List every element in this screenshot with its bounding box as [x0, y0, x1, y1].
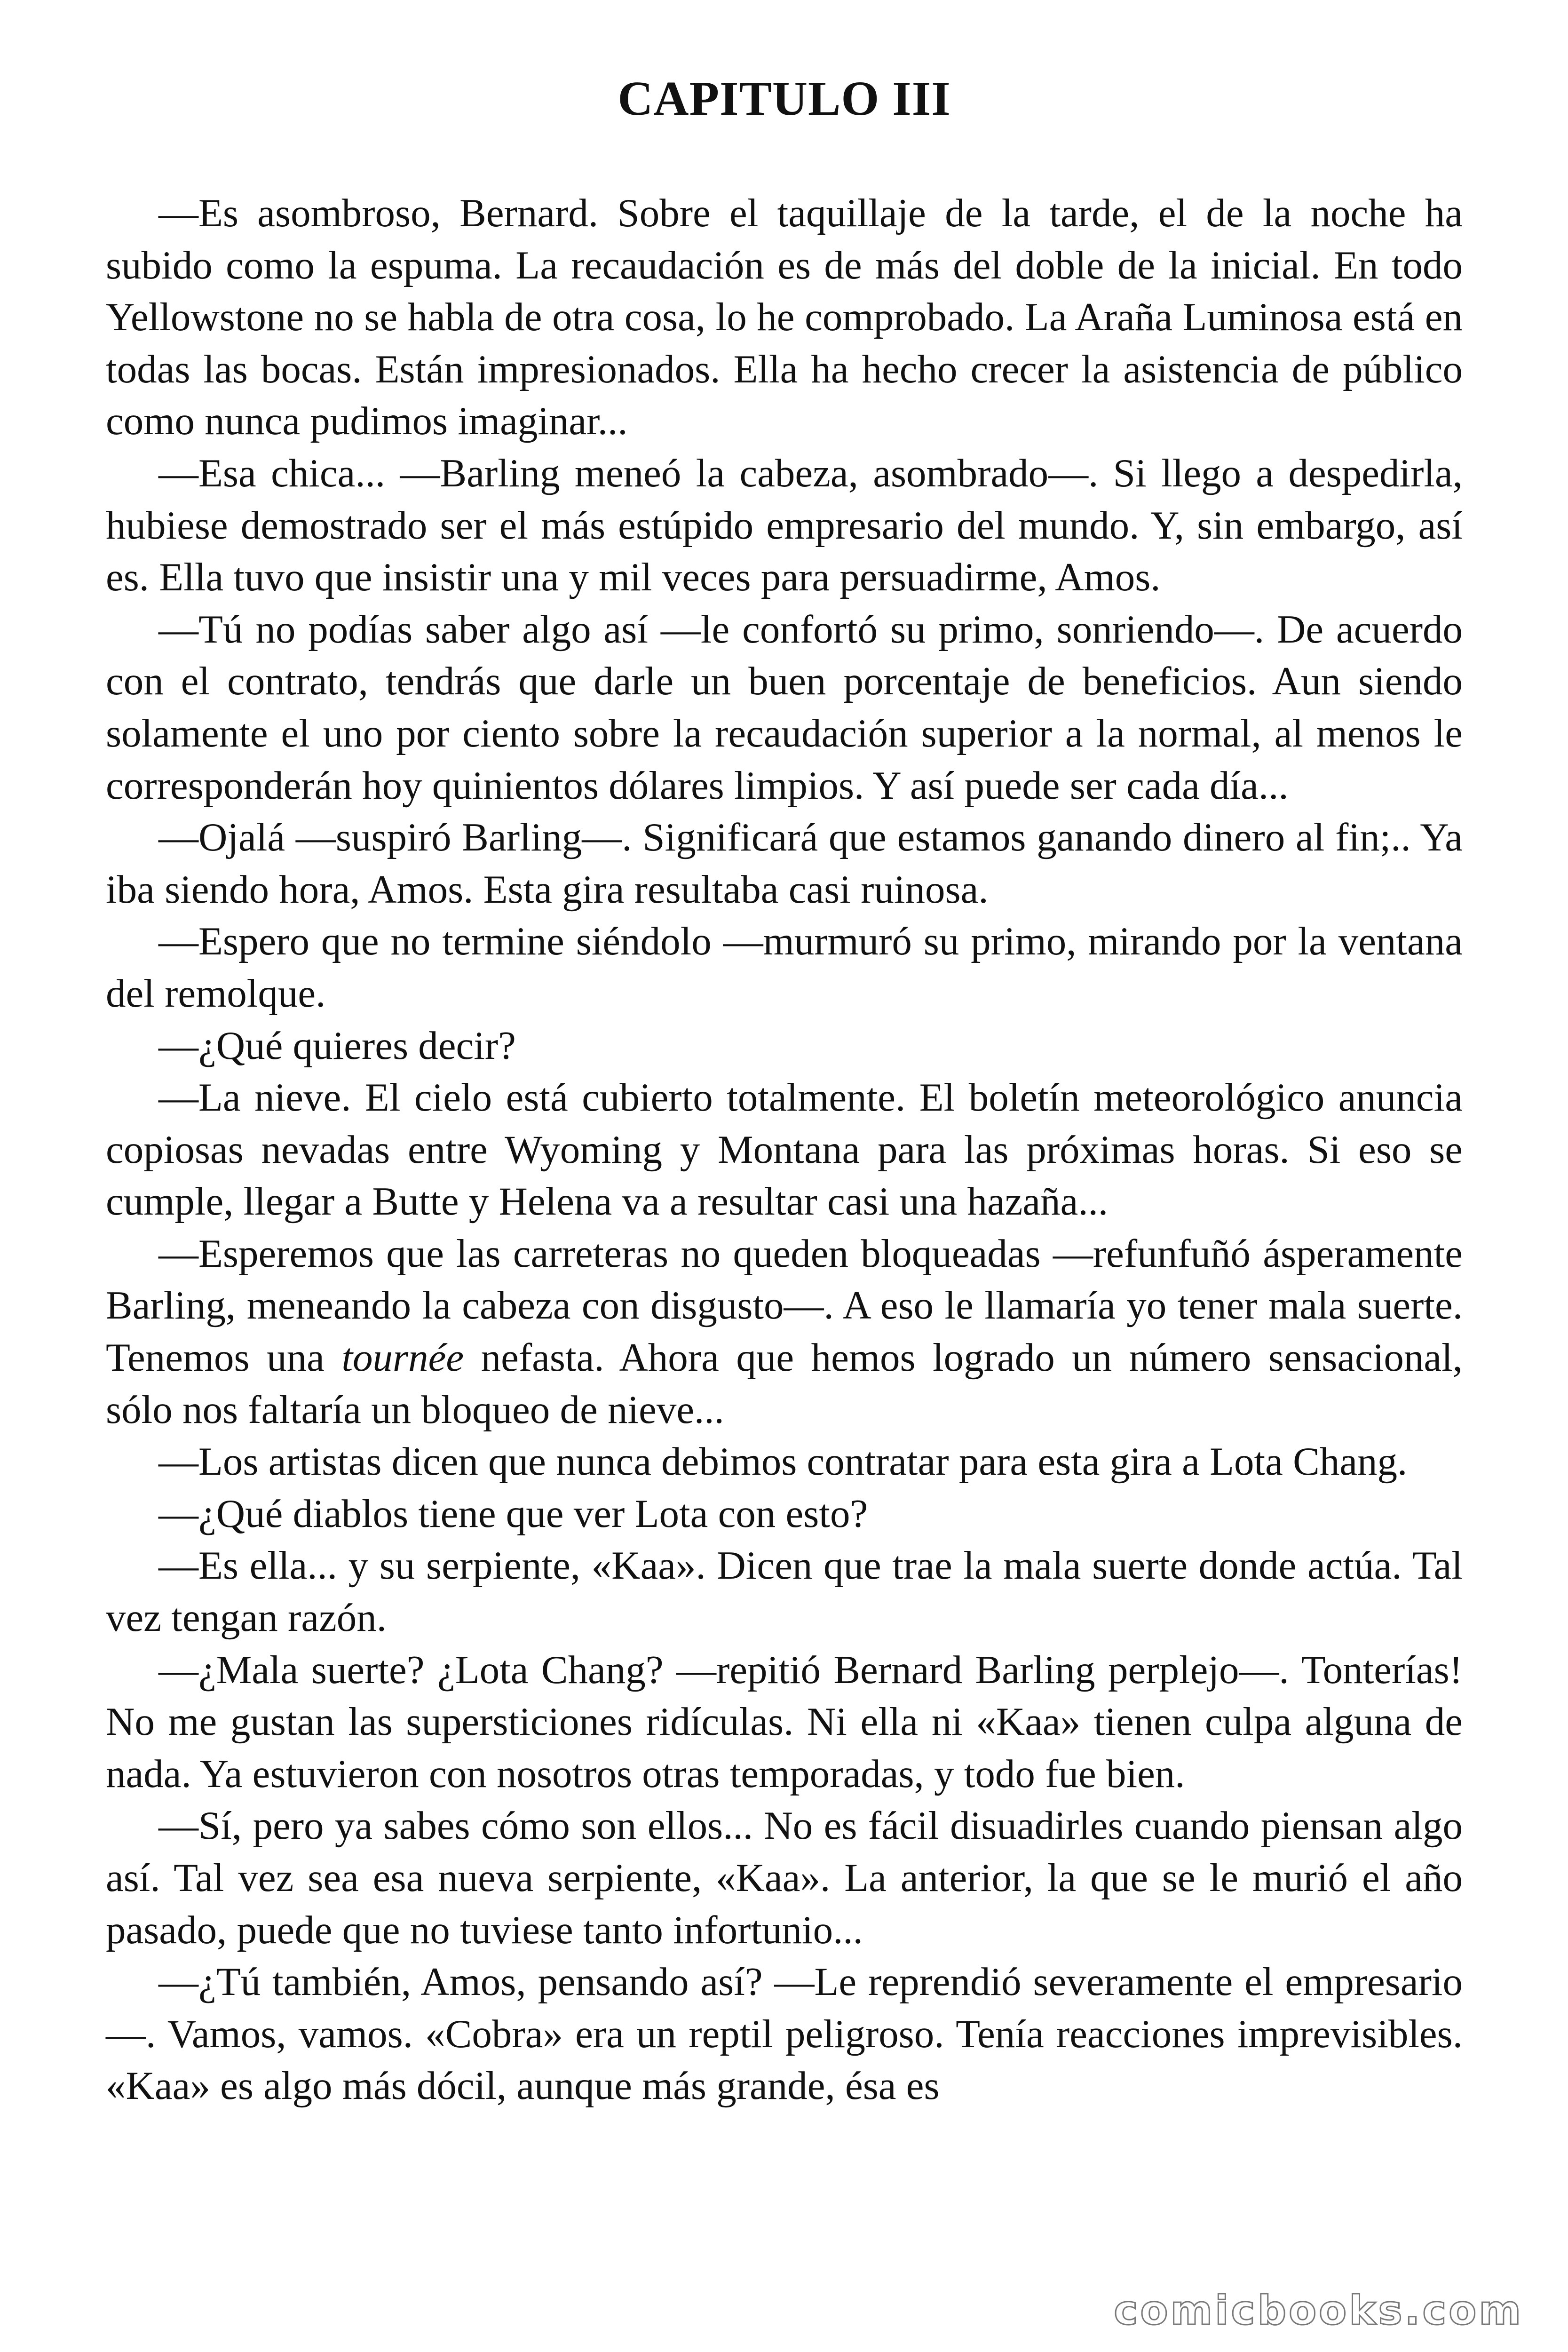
paragraph: —Ojalá —suspiró Barling—. Significará que estamos ganando dinero al fin;.. Ya iba siendo hora, Amos. Esta gira resultaba casi ruinosa. [106, 815, 1463, 912]
paragraph: —Espero que no termine siéndolo —murmuró su primo, mirando por la ventana del remolque. [106, 919, 1463, 1016]
paragraph: —Es ella... y su serpiente, «Kaa». Dicen que trae la mala suerte donde actúa. Tal vez tengan razón. [106, 1543, 1463, 1640]
paragraph-with-italic [106, 1228, 1463, 1436]
paragraph: —¿Qué quieres decir? [158, 1023, 516, 1068]
paragraph: —¿Tú también, Amos, pensando así? —Le reprendió severamente el empresario—. Vamos, vamos. «Cobra» era un reptil peligroso. Tenía reacciones imprevisibles. «Kaa» es algo más dócil, aunque más grande, ésa es [106, 1960, 1463, 2108]
chapter-title: CAPITULO III [618, 72, 951, 126]
paragraph: —Esa chica... —Barling meneó la cabeza, asombrado—. Si llego a despedirla, hubiese demostrado ser el más estúpido empresario del mundo. Y, sin embargo, así es. Ella tuvo que insistir una y mil veces para persuadirme, Amos. [106, 451, 1463, 600]
paragraph: —Sí, pero ya sabes cómo son ellos... No es fácil disuadirles cuando piensan algo así. Tal vez sea esa nueva serpiente, «Kaa». La anterior, la que se le murió el año pasado, puede que no tuviese tanto infortunio... [106, 1804, 1463, 1952]
paragraph-text: —Esperemos que las carreteras no queden bloqueadas —refunfuñó ásperamente Barling, meneando la cabeza con disgusto—. A eso le llamaría yo tener mala suerte. Tenemos una [106, 1231, 1463, 1380]
paragraph: —¿Qué diablos tiene que ver Lota con esto? [158, 1491, 868, 1536]
paragraph: —¿Mala suerte? ¿Lota Chang? —repitió Bernard Barling perplejo—. Tonterías! No me gustan las supersticiones ridículas. Ni ella ni «Kaa» tienen culpa alguna de nada. Ya estuvieron con nosotros otras temporadas, y todo fue bien. [106, 1647, 1463, 1796]
paragraph: —Es asombroso, Bernard. Sobre el taquillaje de la tarde, el de la noche ha subido como la espuma. La recaudación es de más del doble de la inicial. En todo Yellowstone no se habla de otra cosa, lo he comprobado. La Araña Luminosa está en todas las bocas. Están impresionados. Ella ha hecho crecer la asistencia de público como nunca pudimos imaginar... [106, 191, 1463, 444]
paragraph: —Los artistas dicen que nunca debimos contratar para esta gira a Lota Chang. [158, 1439, 1408, 1484]
watermark-logo: comicbooks.com [1114, 2287, 1523, 2334]
paragraph: —Tú no podías saber algo así —le confortó su primo, sonriendo—. De acuerdo con el contrato, tendrás que darle un buen porcentaje de beneficios. Aun siendo solamente el uno por ciento sobre la recaudación superior a la normal, al menos le corresponderán hoy quinientos dólares limpios. Y así puede ser cada día... [106, 607, 1463, 808]
italic-word: tournée [341, 1335, 464, 1380]
paragraph: —La nieve. El cielo está cubierto totalmente. El boletín meteorológico anuncia copiosas nevadas entre Wyoming y Montana para las próximas horas. Si eso se cumple, llegar a Butte y Helena va a resultar casi una hazaña... [106, 1075, 1463, 1224]
chapter-body [106, 187, 1463, 2112]
book-page [106, 0, 1463, 2352]
paragraph-text: nefasta. Ahora que hemos logrado un número sensacional, sólo nos faltaría un bloqueo de nieve... [106, 1335, 1463, 1432]
